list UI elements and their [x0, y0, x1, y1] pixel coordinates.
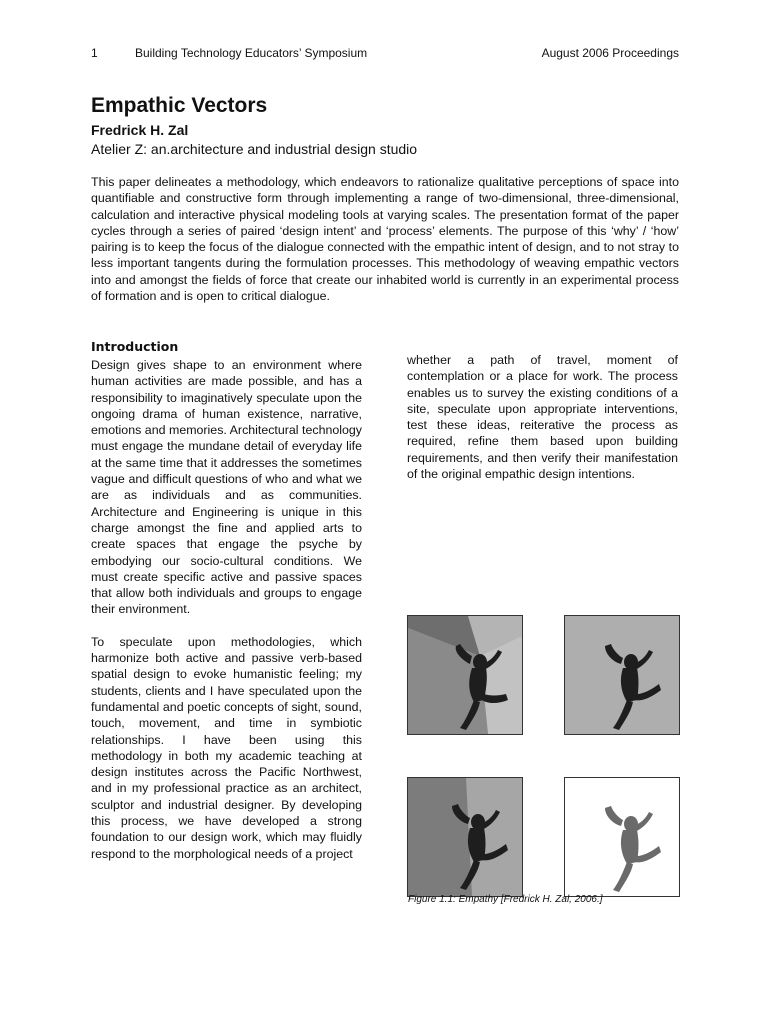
author-affiliation: Atelier Z: an.architecture and industrial design studio [91, 141, 418, 157]
figure-photo-top-left [407, 615, 523, 735]
page-number: 1 [91, 46, 98, 60]
paper-title: Empathic Vectors [91, 94, 268, 117]
section-heading-introduction: Introduction [91, 339, 179, 354]
symposium-name: Building Technology Educators’ Symposium [135, 46, 368, 60]
figure-photo-bottom-right [564, 777, 680, 897]
author-name: Fredrick H. Zal [91, 122, 189, 138]
abstract: This paper delineates a methodology, which endeavors to rationalize qualitative perceptions of space into quantifiable and constructive form through implementing a range of two-dimensional, three-dimensional, calculation and interactive physical modeling tools at varying scales. The presentation format of the paper cycles through a series of paired ‘design intent’ and ‘process’ elements. The purpose of this ‘why’ / ‘how’ pairing is to keep the focus of the dialogue connected with the empathic intent of design, and to not stray to less important tangents during the formulation processes. This methodology of weaving empathic vectors into and amongst the fields of force that create our inhabited world is currently in an experimental process of formation and is open to critical dialogue. [91, 175, 679, 304]
proceedings-date: August 2006 Proceedings [541, 46, 679, 60]
running-header [91, 46, 679, 62]
intro-paragraph-2: To speculate upon methodologies, which harmonize both active and passive verb-based spatial design to evoke humanistic feeling; my students, clients and I have speculated upon the fundamental and poetic concepts of sight, sound, touch, movement, and time in symbiotic relationships. I have been using this methodology in both my academic teaching at design institutes across the Pacific Northwest, and in my professional practice as an architect, sculptor and industrial designer. By developing this process, we have developed a strong foundation to our design work, which may fluidly respond to the morphological needs of a project [91, 634, 362, 861]
figure-photo-bottom-left [407, 777, 523, 897]
right-column-text: whether a path of travel, moment of contemplation or a place for work. The process enables us to survey the existing conditions of a site, speculate upon appropriate interventions, test these ideas, reiterative the process as required, refine them based upon building requirements, and then verify their manifestation of the original empathic design intentions. [407, 353, 678, 482]
left-column [91, 357, 362, 878]
figure-photo-top-right [564, 615, 680, 735]
intro-paragraph-1: Design gives shape to an environment where human activities are made possible, and has a responsibility to imaginatively speculate upon the ongoing drama of human existence, narrative, emotions and memories. Architectural technology must engage the mundane detail of everyday life at the same time that it addresses the sometimes vague and difficult questions of who and what we are as individuals and as communities. Architecture and Engineering is unique in this charge amongst the fine and applied arts to create spaces that engage the psyche by embodying our socio-cultural conditions. We must create specific active and passive spaces that allow both individuals and groups to engage their environment. [91, 358, 362, 617]
figure-caption: Figure 1.1: Empathy [Fredrick H. Zal, 2006.] [408, 894, 603, 905]
